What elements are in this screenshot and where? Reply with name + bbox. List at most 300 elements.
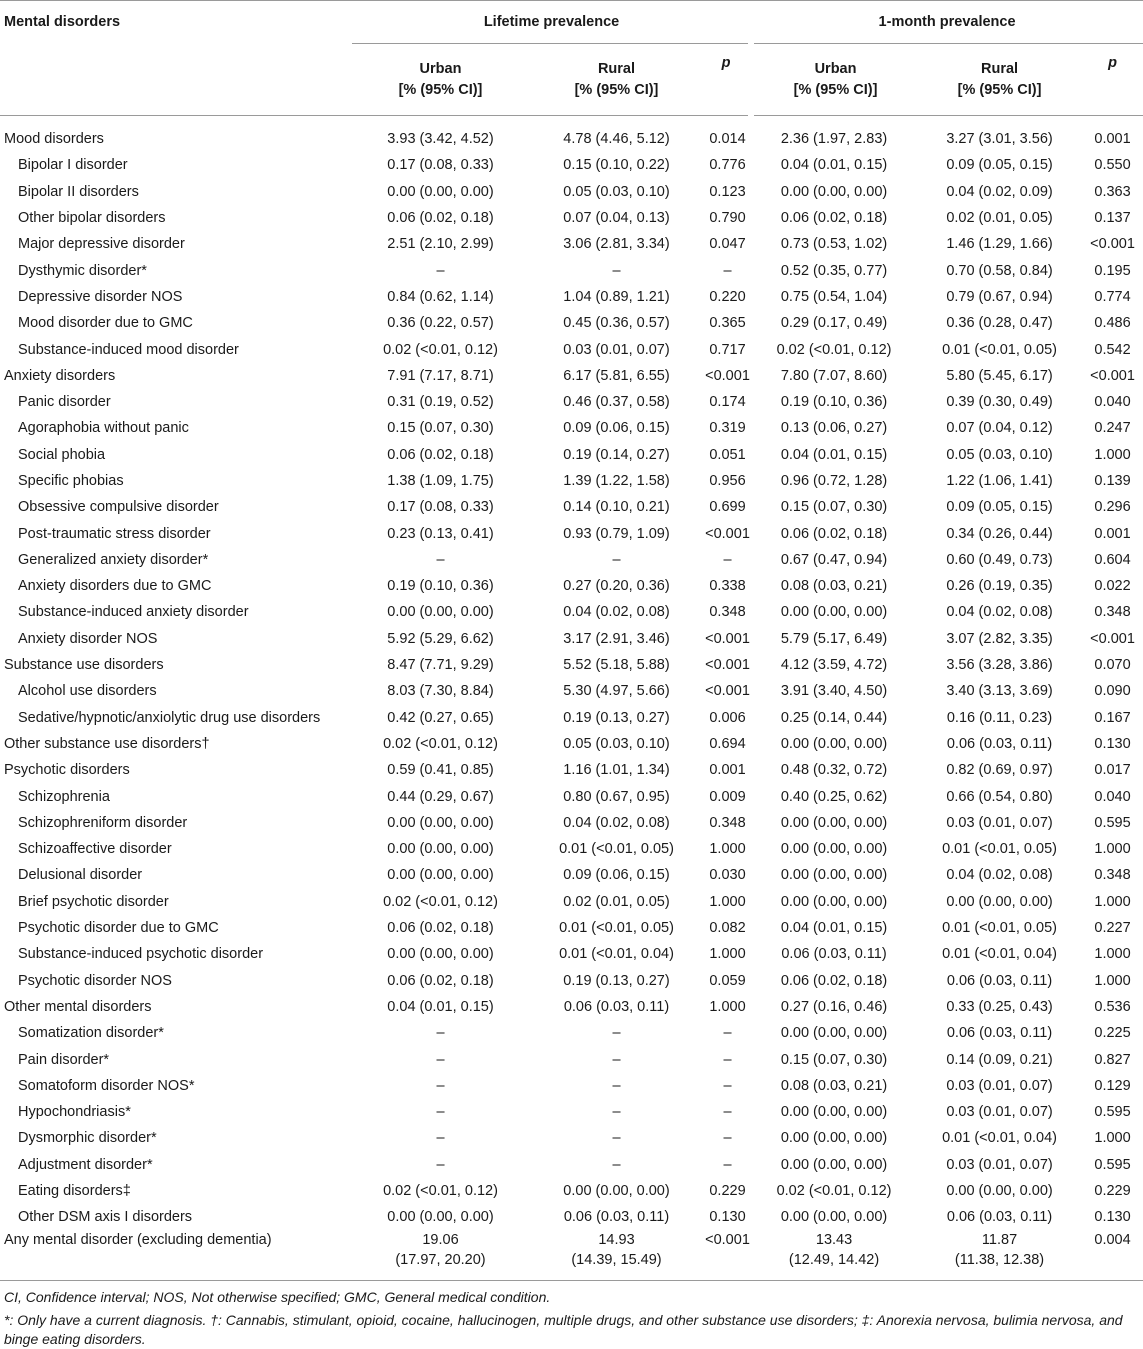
table-row [0, 941, 1143, 967]
m-rural-cell: 3.40 (3.13, 3.69) [946, 683, 1053, 700]
lt-urban-cell: 0.15 (0.07, 0.30) [387, 420, 494, 437]
lt-p-cell: 0.319 [709, 420, 746, 437]
lt-urban-cell: 0.06 (0.02, 0.18) [387, 920, 494, 937]
disorder-name-cell: Dysmorphic disorder* [18, 1130, 157, 1147]
m-urban-cell: 0.15 (0.07, 0.30) [780, 1051, 888, 1068]
total-m-p-cell [1082, 1230, 1143, 1281]
lt-rural-cell: – [612, 262, 621, 279]
lt-p-cell: 0.014 [709, 131, 746, 148]
column-header-lt-rural-line1: Rural [597, 60, 636, 77]
m-rural-cell: 0.00 (0.00, 0.00) [946, 1183, 1053, 1200]
lt-p-cell: 0.348 [709, 814, 746, 831]
total-m-urban-cell [751, 1230, 917, 1281]
m-rural-cell: 0.03 (0.01, 0.07) [946, 814, 1053, 831]
lt-rural-cell: 0.06 (0.03, 0.11) [563, 998, 670, 1015]
m-urban-cell: 0.00 (0.00, 0.00) [780, 814, 888, 831]
total-lt-rural-cell-line2: (14.39, 15.49) [571, 1252, 662, 1269]
total-name-cell [0, 1230, 352, 1281]
column-header-lt-p: p [704, 44, 751, 116]
lt-p-cell: – [723, 262, 732, 279]
m-rural-cell: 0.01 (<0.01, 0.05) [942, 841, 1057, 858]
m-p-cell: <0.001 [1090, 236, 1135, 253]
lt-rural-cell: 0.46 (0.37, 0.58) [563, 394, 670, 411]
lt-p-cell: – [723, 1130, 732, 1147]
m-p-cell: 0.604 [1094, 551, 1131, 568]
table-row [0, 757, 1143, 783]
disorder-name-cell: Bipolar II disorders [18, 183, 139, 200]
lt-urban-cell: 0.02 (<0.01, 0.12) [383, 735, 498, 752]
lt-rural-cell: 0.09 (0.06, 0.15) [563, 420, 670, 437]
m-urban-cell: 0.75 (0.54, 1.04) [780, 288, 888, 305]
m-rural-cell: 0.16 (0.11, 0.23) [946, 709, 1053, 726]
table-row [0, 1204, 1143, 1230]
lt-p-cell: 1.000 [709, 946, 746, 963]
disorder-name-cell: Bipolar I disorder [18, 157, 128, 174]
lt-rural-cell: 6.17 (5.81, 6.55) [563, 367, 670, 384]
m-rural-cell: 0.05 (0.03, 0.10) [946, 446, 1053, 463]
disorder-name-cell: Schizophreniform disorder [18, 814, 188, 831]
m-rural-cell: 0.03 (0.01, 0.07) [946, 1156, 1053, 1173]
lt-rural-cell: 0.19 (0.14, 0.27) [563, 446, 670, 463]
lt-urban-cell: 3.93 (3.42, 4.52) [387, 131, 494, 148]
lt-p-cell: 0.229 [709, 1183, 746, 1200]
lt-p-cell: 0.123 [709, 183, 746, 200]
m-rural-cell: 0.26 (0.19, 0.35) [946, 578, 1053, 595]
table-row [0, 179, 1143, 205]
lt-urban-cell: 0.42 (0.27, 0.65) [387, 709, 494, 726]
m-urban-cell: 0.00 (0.00, 0.00) [780, 1209, 888, 1226]
m-p-cell: 0.348 [1094, 604, 1131, 621]
lt-p-cell: – [723, 1104, 732, 1121]
lt-urban-cell: – [436, 1156, 445, 1173]
lt-urban-cell: 0.00 (0.00, 0.00) [387, 867, 494, 884]
m-urban-cell: 0.06 (0.02, 0.18) [780, 972, 888, 989]
disorder-name-cell: Hypochondriasis* [18, 1104, 131, 1121]
table-row [0, 468, 1143, 494]
lt-p-cell: 0.082 [709, 920, 746, 937]
m-p-cell: 0.595 [1094, 814, 1131, 831]
m-rural-cell: 0.09 (0.05, 0.15) [946, 499, 1053, 516]
m-rural-cell: 1.46 (1.29, 1.66) [946, 236, 1053, 253]
lt-p-cell: 0.694 [709, 735, 746, 752]
lt-rural-cell: 0.03 (0.01, 0.07) [563, 341, 670, 358]
m-p-cell: <0.001 [1090, 630, 1135, 647]
m-rural-cell: 0.01 (<0.01, 0.04) [942, 946, 1057, 963]
table-row [0, 810, 1143, 836]
lt-p-cell: 0.348 [709, 604, 746, 621]
table-row [0, 257, 1143, 283]
m-rural-cell: 3.56 (3.28, 3.86) [946, 657, 1053, 674]
total-m-rural-cell-line1: 11.87 [981, 1232, 1018, 1249]
disorder-name-cell: Other substance use disorders† [4, 735, 210, 752]
m-p-cell: 0.040 [1094, 394, 1131, 411]
disorder-name-cell: Other mental disorders [4, 998, 152, 1015]
total-lt-urban-cell [352, 1230, 529, 1281]
lt-rural-cell: 0.80 (0.67, 0.95) [563, 788, 670, 805]
m-urban-cell: 2.36 (1.97, 2.83) [780, 131, 888, 148]
disorder-name-cell: Anxiety disorders due to GMC [18, 578, 212, 595]
lt-rural-cell: 0.06 (0.03, 0.11) [563, 1209, 670, 1226]
lt-rural-cell: 3.06 (2.81, 3.34) [563, 236, 670, 253]
lt-urban-cell: – [436, 1077, 445, 1094]
m-rural-cell: 0.04 (0.02, 0.08) [946, 604, 1053, 621]
m-p-cell: 0.363 [1094, 183, 1131, 200]
m-p-cell: 1.000 [1094, 972, 1131, 989]
disorder-name-cell: Generalized anxiety disorder* [18, 551, 209, 568]
table-row [0, 599, 1143, 625]
table-row [0, 915, 1143, 941]
total-lt-p-cell-line1: <0.001 [705, 1232, 750, 1249]
disorder-name-cell: Alcohol use disorders [18, 683, 157, 700]
table-row [0, 783, 1143, 809]
total-name-cell-line1: Any mental disorder (excluding dementia) [4, 1232, 272, 1249]
m-rural-cell: 0.06 (0.03, 0.11) [946, 1209, 1053, 1226]
m-urban-cell: 0.00 (0.00, 0.00) [780, 1104, 888, 1121]
m-rural-cell: 0.70 (0.58, 0.84) [946, 262, 1053, 279]
m-urban-cell: 0.67 (0.47, 0.94) [780, 551, 888, 568]
disorder-name-cell: Other DSM axis I disorders [18, 1209, 193, 1226]
total-m-urban-cell-line1: 13.43 [815, 1232, 853, 1249]
m-urban-cell: 0.73 (0.53, 1.02) [780, 236, 888, 253]
lt-urban-cell: 0.06 (0.02, 0.18) [387, 210, 494, 227]
header-spacer [0, 44, 352, 116]
m-rural-cell: 0.60 (0.49, 0.73) [946, 551, 1053, 568]
m-urban-cell: 0.48 (0.32, 0.72) [780, 762, 888, 779]
lt-urban-cell: – [436, 551, 445, 568]
lt-rural-cell: 0.01 (<0.01, 0.05) [559, 920, 674, 937]
disorder-name-cell: Specific phobias [18, 473, 124, 489]
lt-p-cell: 0.051 [709, 446, 746, 463]
table-row [0, 389, 1143, 415]
lt-p-cell: 0.030 [709, 867, 746, 884]
m-p-cell: 0.001 [1094, 525, 1131, 542]
lt-p-cell: 0.338 [709, 578, 746, 595]
m-urban-cell: 0.02 (<0.01, 0.12) [776, 1183, 892, 1200]
lt-urban-cell: – [436, 1104, 445, 1121]
total-lt-rural-cell [529, 1230, 704, 1281]
m-p-cell: 0.090 [1094, 683, 1131, 700]
total-lt-urban-cell-line2: (17.97, 20.20) [395, 1252, 486, 1269]
disorder-name-cell: Other bipolar disorders [18, 210, 166, 227]
table-header [0, 1, 1143, 116]
m-p-cell: 0.001 [1094, 131, 1131, 148]
m-p-cell: 0.550 [1094, 157, 1131, 174]
table-row [0, 1046, 1143, 1072]
table-row [0, 1152, 1143, 1178]
lt-urban-cell: 0.36 (0.22, 0.57) [387, 315, 494, 332]
lt-rural-cell: 0.02 (0.01, 0.05) [563, 893, 670, 910]
table-row [0, 994, 1143, 1020]
m-urban-cell: 5.79 (5.17, 6.49) [780, 630, 888, 647]
m-p-cell: 0.167 [1094, 709, 1131, 726]
m-urban-cell: 0.00 (0.00, 0.00) [780, 893, 888, 910]
lt-rural-cell: 0.09 (0.06, 0.15) [563, 867, 670, 884]
lt-urban-cell: 0.19 (0.10, 0.36) [387, 578, 494, 595]
lt-urban-cell: 0.00 (0.00, 0.00) [387, 1209, 494, 1226]
m-urban-cell: 0.00 (0.00, 0.00) [780, 1025, 888, 1042]
lt-rural-cell: 5.30 (4.97, 5.66) [563, 683, 670, 700]
m-urban-cell: 0.00 (0.00, 0.00) [780, 867, 888, 884]
table-row [0, 889, 1143, 915]
table-row [0, 116, 1143, 153]
total-m-p-cell-line1: 0.004 [1094, 1232, 1131, 1249]
lt-rural-cell: 1.16 (1.01, 1.34) [563, 762, 670, 779]
lt-p-cell: 0.717 [709, 341, 746, 358]
m-p-cell: 0.070 [1094, 657, 1131, 674]
lt-rural-cell: 0.01 (<0.01, 0.04) [559, 946, 674, 963]
lt-urban-cell: 0.17 (0.08, 0.33) [387, 499, 494, 516]
m-rural-cell: 0.01 (<0.01, 0.05) [942, 341, 1057, 358]
total-m-urban-cell-line2: (12.49, 14.42) [788, 1252, 880, 1269]
m-rural-cell: 0.06 (0.03, 0.11) [946, 972, 1053, 989]
m-urban-cell: 0.08 (0.03, 0.21) [780, 578, 888, 595]
m-rural-cell: 0.04 (0.02, 0.09) [946, 183, 1053, 200]
m-rural-cell: 0.06 (0.03, 0.11) [946, 1025, 1053, 1042]
disorder-name-cell: Substance use disorders [4, 657, 164, 674]
m-urban-cell: 0.06 (0.03, 0.11) [781, 946, 887, 963]
m-p-cell: 0.486 [1094, 315, 1131, 332]
lt-p-cell: 0.956 [709, 473, 746, 489]
column-header-m-urban-line2: [% (95% CI)] [793, 81, 878, 98]
m-p-cell: 0.195 [1094, 262, 1131, 279]
lt-p-cell: 0.699 [709, 499, 746, 516]
table-row [0, 1178, 1143, 1204]
m-p-cell: 0.130 [1094, 735, 1131, 752]
m-rural-cell: 0.34 (0.26, 0.44) [946, 525, 1053, 542]
m-rural-cell: 0.09 (0.05, 0.15) [946, 157, 1053, 174]
lt-p-cell: 0.790 [709, 210, 746, 227]
lt-urban-cell: 8.03 (7.30, 8.84) [387, 683, 494, 700]
lt-p-cell: 1.000 [709, 841, 746, 858]
m-urban-cell: 0.00 (0.00, 0.00) [780, 604, 888, 621]
disorder-name-cell: Schizophrenia [18, 788, 110, 805]
disorder-name-cell: Eating disorders‡ [18, 1183, 131, 1200]
m-rural-cell: 3.27 (3.01, 3.56) [946, 131, 1053, 148]
m-p-cell: 0.139 [1094, 473, 1131, 489]
lt-rural-cell: 0.45 (0.36, 0.57) [563, 315, 670, 332]
disorder-name-cell: Pain disorder* [18, 1051, 110, 1068]
m-rural-cell: 5.80 (5.45, 6.17) [946, 367, 1053, 384]
lt-urban-cell: 0.02 (<0.01, 0.12) [383, 1183, 498, 1200]
disorder-name-cell: Psychotic disorders [4, 762, 130, 779]
m-urban-cell: 0.00 (0.00, 0.00) [780, 1156, 888, 1173]
lt-p-cell: <0.001 [705, 683, 750, 700]
column-header-lt-rural [529, 44, 704, 116]
lt-urban-cell: 0.04 (0.01, 0.15) [387, 998, 494, 1015]
table-row [0, 1125, 1143, 1151]
total-m-rural-cell [917, 1230, 1082, 1281]
m-p-cell: 0.022 [1094, 578, 1131, 595]
m-p-cell: 0.130 [1094, 1209, 1131, 1226]
table-row [0, 968, 1143, 994]
disorder-name-cell: Substance-induced mood disorder [18, 341, 239, 358]
lt-urban-cell: 0.06 (0.02, 0.18) [387, 446, 494, 463]
m-p-cell: 0.227 [1094, 920, 1131, 937]
m-rural-cell: 0.02 (0.01, 0.05) [946, 210, 1053, 227]
disorder-name-cell: Sedative/hypnotic/anxiolytic drug use disorders [18, 709, 321, 726]
lt-p-cell: 0.059 [709, 972, 746, 989]
m-rural-cell: 0.66 (0.54, 0.80) [946, 788, 1053, 805]
disorder-name-cell: Delusional disorder [18, 867, 143, 884]
lt-urban-cell: 7.91 (7.17, 8.71) [387, 367, 494, 384]
m-urban-cell: 0.06 (0.02, 0.18) [780, 525, 888, 542]
lt-urban-cell: 0.02 (<0.01, 0.12) [383, 341, 498, 358]
lt-urban-cell: 0.00 (0.00, 0.00) [387, 946, 494, 963]
m-p-cell: 0.017 [1094, 762, 1131, 779]
m-p-cell: 1.000 [1094, 893, 1131, 910]
disorder-name-cell: Somatoform disorder NOS* [18, 1077, 195, 1094]
m-p-cell: 0.536 [1094, 998, 1131, 1015]
m-p-cell: 0.774 [1094, 288, 1131, 305]
m-p-cell: <0.001 [1090, 367, 1135, 384]
lt-rural-cell: 5.52 (5.18, 5.88) [563, 657, 670, 674]
table-row [0, 678, 1143, 704]
lt-p-cell: 1.000 [709, 893, 746, 910]
m-rural-cell: 1.22 (1.06, 1.41) [946, 473, 1053, 489]
lt-urban-cell: 0.31 (0.19, 0.52) [387, 394, 494, 411]
m-urban-cell: 0.52 (0.35, 0.77) [780, 262, 888, 279]
group-header-one-month [751, 1, 1143, 44]
disorder-name-cell: Psychotic disorder NOS [18, 972, 172, 989]
disorder-name-cell: Somatization disorder* [18, 1025, 164, 1042]
lt-rural-cell: 3.17 (2.91, 3.46) [563, 630, 670, 647]
table-row [0, 1020, 1143, 1046]
m-p-cell: 1.000 [1094, 446, 1131, 463]
lt-p-cell: – [723, 1156, 732, 1173]
m-p-cell: 1.000 [1094, 946, 1131, 963]
lt-rural-cell: 0.00 (0.00, 0.00) [563, 1183, 670, 1200]
table-row [0, 573, 1143, 599]
m-p-cell: 0.225 [1094, 1025, 1131, 1042]
table-body [0, 116, 1143, 1281]
lt-rural-cell: 0.19 (0.13, 0.27) [563, 709, 670, 726]
table-row [0, 442, 1143, 468]
disorder-name-cell: Brief psychotic disorder [18, 893, 169, 910]
disorder-name-cell: Panic disorder [18, 394, 111, 411]
lt-p-cell: <0.001 [705, 657, 750, 674]
lt-p-cell: 0.174 [709, 394, 746, 411]
column-header-lt-rural-line2: [% (95% CI)] [574, 81, 659, 98]
m-urban-cell: 0.29 (0.17, 0.49) [780, 315, 888, 332]
table-row [0, 520, 1143, 546]
total-lt-urban-cell-line1: 19.06 [422, 1232, 459, 1249]
m-rural-cell: 0.00 (0.00, 0.00) [946, 893, 1053, 910]
column-header-lt-urban-line1: Urban [419, 60, 462, 77]
lt-rural-cell: – [612, 551, 621, 568]
lt-rural-cell: 0.14 (0.10, 0.21) [563, 499, 670, 516]
column-header-disorders: Mental disorders [4, 14, 121, 31]
lt-urban-cell: 0.17 (0.08, 0.33) [387, 157, 494, 174]
lt-rural-cell: – [612, 1104, 621, 1121]
m-rural-cell: 0.39 (0.30, 0.49) [946, 394, 1053, 411]
m-p-cell: 0.247 [1094, 420, 1131, 437]
table-row [0, 494, 1143, 520]
lt-urban-cell: 0.06 (0.02, 0.18) [387, 972, 494, 989]
lt-urban-cell: – [436, 1025, 445, 1042]
table-row [0, 626, 1143, 652]
lt-urban-cell: 0.02 (<0.01, 0.12) [383, 893, 498, 910]
m-urban-cell: 0.04 (0.01, 0.15) [780, 446, 888, 463]
total-m-rural-cell-line2: (11.38, 12.38) [954, 1252, 1045, 1269]
table-row [0, 652, 1143, 678]
disorder-name-cell: Depressive disorder NOS [18, 288, 183, 305]
lt-rural-cell: – [612, 1051, 621, 1068]
disorder-name-cell: Agoraphobia without panic [18, 420, 189, 437]
lt-urban-cell: 0.44 (0.29, 0.67) [387, 788, 494, 805]
lt-urban-cell: – [436, 1130, 445, 1147]
lt-p-cell: <0.001 [705, 367, 750, 384]
lt-rural-cell: 0.07 (0.04, 0.13) [563, 210, 670, 227]
m-urban-cell: 0.25 (0.14, 0.44) [780, 709, 888, 726]
lt-urban-cell: – [436, 262, 445, 279]
lt-rural-cell: 0.01 (<0.01, 0.05) [559, 841, 674, 858]
m-p-cell: 0.595 [1094, 1156, 1131, 1173]
lt-p-cell: 0.130 [709, 1209, 746, 1226]
table-row [0, 415, 1143, 441]
disorder-name-cell: Substance-induced psychotic disorder [18, 946, 264, 963]
lt-urban-cell: 2.51 (2.10, 2.99) [387, 236, 494, 253]
lt-rural-cell: 0.19 (0.13, 0.27) [563, 972, 670, 989]
lt-rural-cell: – [612, 1025, 621, 1042]
column-header-lt-urban [352, 44, 529, 116]
m-urban-cell: 0.00 (0.00, 0.00) [780, 735, 888, 752]
lt-rural-cell: 0.05 (0.03, 0.10) [563, 183, 670, 200]
m-urban-cell: 0.00 (0.00, 0.00) [780, 841, 888, 858]
lt-rural-cell: 0.04 (0.02, 0.08) [563, 814, 670, 831]
lt-rural-cell: 0.04 (0.02, 0.08) [563, 604, 670, 621]
m-p-cell: 0.129 [1094, 1077, 1131, 1094]
total-lt-rural-cell-line1: 14.93 [598, 1232, 635, 1249]
lt-rural-cell: – [612, 1156, 621, 1173]
lt-urban-cell: 5.92 (5.29, 6.62) [387, 630, 494, 647]
m-rural-cell: 0.01 (<0.01, 0.04) [942, 1130, 1057, 1147]
m-p-cell: 0.296 [1094, 499, 1131, 516]
m-p-cell: 1.000 [1094, 841, 1131, 858]
lt-rural-cell: 0.15 (0.10, 0.22) [563, 157, 670, 174]
lt-p-cell: 0.047 [709, 236, 746, 253]
m-urban-cell: 4.12 (3.59, 4.72) [780, 657, 888, 674]
lt-rural-cell: 1.04 (0.89, 1.21) [563, 288, 670, 305]
m-rural-cell: 0.01 (<0.01, 0.05) [942, 920, 1057, 937]
m-rural-cell: 3.07 (2.82, 3.35) [946, 630, 1053, 647]
m-urban-cell: 0.08 (0.03, 0.21) [780, 1077, 888, 1094]
disorder-name-cell: Adjustment disorder* [18, 1156, 153, 1173]
table-row [0, 836, 1143, 862]
footnote-abbreviations: CI, Confidence interval; NOS, Not otherwise specified; GMC, General medical condition. [4, 1289, 551, 1306]
m-p-cell: 1.000 [1094, 1130, 1131, 1147]
table-row [0, 205, 1143, 231]
lt-rural-cell: – [612, 1130, 621, 1147]
total-lt-p-cell [704, 1230, 751, 1281]
group-header-lifetime [352, 1, 751, 44]
lt-p-cell: <0.001 [705, 630, 750, 647]
m-urban-cell: 0.00 (0.00, 0.00) [780, 183, 888, 200]
table-row [0, 363, 1143, 389]
m-rural-cell: 0.03 (0.01, 0.07) [946, 1104, 1053, 1121]
table-row [0, 862, 1143, 888]
m-rural-cell: 0.14 (0.09, 0.21) [946, 1051, 1053, 1068]
disorder-name-cell: Anxiety disorder NOS [18, 630, 158, 647]
lt-urban-cell: 0.00 (0.00, 0.00) [387, 183, 494, 200]
m-p-cell: 0.542 [1094, 341, 1131, 358]
lt-p-cell: <0.001 [705, 525, 750, 542]
column-header-m-rural-line2: [% (95% CI)] [957, 81, 1042, 98]
disorder-name-cell: Psychotic disorder due to GMC [18, 920, 219, 937]
table-row [0, 336, 1143, 362]
column-header-m-urban-line1: Urban [814, 60, 857, 77]
lt-p-cell: 0.220 [709, 288, 746, 305]
table-row [0, 547, 1143, 573]
